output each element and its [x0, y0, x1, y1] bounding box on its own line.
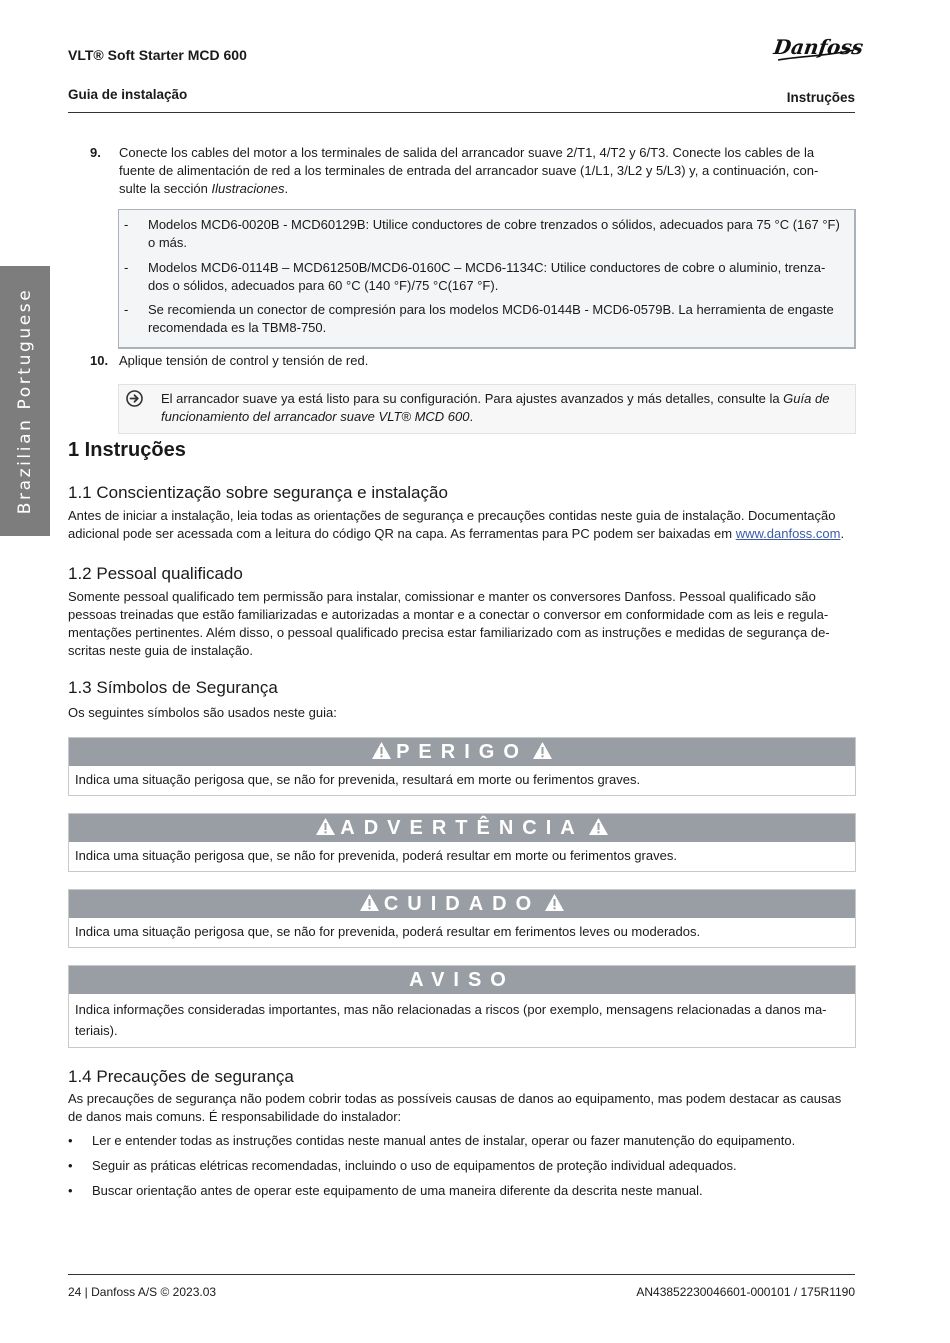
warning-banner: ADVERTÊNCIA — [69, 814, 855, 842]
step-number: 10. — [90, 353, 109, 368]
danger-description: Indica uma situação perigosa que, se não for prevenida, resultará em morte ou ferimentos graves. — [75, 772, 641, 787]
header-section-label: Instruções — [786, 90, 855, 105]
chapter-title: 1 Instruções — [68, 439, 186, 461]
warning-triangle-icon — [359, 893, 380, 912]
section-title-1-2: 1.2 Pessoal qualificado — [68, 564, 243, 583]
section-text-1-1: Antes de iniciar a instalação, leia todas as orientações de segurança e precauções contidas neste guia de instalação. Documentação adicional pode ser acessada com a leitura do código QR na capa. As ferramentas para PC podem ser baixadas em www.danfoss.com. — [68, 508, 845, 541]
caution-symbol-box — [68, 889, 856, 948]
caution-description: Indica uma situação perigosa que, se não for prevenida, poderá resultar em ferimentos leves ou moderados. — [75, 924, 701, 939]
note-item: - Se recomienda un conector de compresión para los modelos MCD6-0144B - MCD6-0579B. La herramienta de engaste recomendada es la TBM8-750. — [124, 302, 834, 335]
note-item: - Modelos MCD6-0114B – MCD61250B/MCD6-0160C – MCD6-1134C: Utilice conductores de cobre o aluminio, trenza-dos o sólidos, adecuados para 60 °C (140 °F)/75 °C(167 °F). — [124, 260, 826, 293]
section-text-1-2: Somente pessoal qualificado tem permissão para instalar, comissionar e manter os conversores Danfoss. Pessoal qualificado são pessoas treinadas que estão familiarizadas e autorizadas a montar e a conectar o conversor em conformidade com as leis e regula-mentações pertinentes. Além disso, o pessoal qualificado precisa estar familiarizado com as instruções e medidas de segurança de-scritas neste guia de instalação. — [68, 589, 830, 658]
caution-banner: CUIDADO — [69, 890, 855, 918]
notice-symbol-box — [68, 965, 856, 1048]
section-title-1-4: 1.4 Precauções de segurança — [68, 1067, 294, 1086]
danfoss-website-link[interactable]: www.danfoss.com — [735, 526, 841, 541]
list-item: • Buscar orientação antes de operar este equipamento de uma maneira diferente da descrita neste manual. — [68, 1183, 703, 1198]
danger-banner: PERIGO — [69, 738, 855, 766]
list-item: • Ler e entender todas as instruções contidas neste manual antes de instalar, operar ou fazer manutenção do equipamento. — [68, 1133, 796, 1148]
notice-banner: AVISO — [69, 966, 855, 994]
footer-page-info: 24 | Danfoss A/S © 2023.03 — [68, 1285, 217, 1299]
warning-triangle-icon — [371, 741, 392, 760]
warning-triangle-icon — [588, 817, 609, 836]
section-text-1-3: Os seguintes símbolos são usados neste guia: — [68, 705, 337, 720]
conductor-note-box — [118, 209, 856, 349]
warning-triangle-icon — [532, 741, 553, 760]
warning-symbol-box — [68, 813, 856, 872]
document-subtitle: Guia de instalação — [68, 87, 188, 102]
result-box — [118, 384, 856, 434]
danfoss-logo — [772, 32, 865, 66]
step-italic-ref: Ilustraciones — [211, 181, 285, 196]
document-title: VLT® Soft Starter MCD 600 — [68, 47, 247, 63]
notice-description: Indica informações consideradas importantes, mas não relacionadas a riscos (por exemplo, mensagens relacionadas a danos ma-teriais). — [75, 1002, 827, 1038]
arrow-right-circle-icon — [126, 390, 143, 407]
footer-document-number: AN43852230046601-000101 / 175R1190 — [636, 1285, 855, 1299]
footer-rule — [68, 1274, 855, 1275]
step-number: 9. — [90, 145, 101, 160]
warning-description: Indica uma situação perigosa que, se não for prevenida, poderá resultar em morte ou ferimentos graves. — [75, 848, 677, 863]
language-side-tab-label: Brazilian Portuguese — [15, 287, 35, 515]
section-title-1-1: 1.1 Conscientização sobre segurança e instalação — [68, 483, 448, 502]
list-item: • Seguir as práticas elétricas recomendadas, incluindo o uso de equipamentos de proteção individual adequados. — [68, 1158, 737, 1173]
svg-text:Danfoss: Danfoss — [772, 35, 865, 59]
step-text: Conecte los cables del motor a los terminales de salida del arrancador suave 2/T1, 4/T2 y 6/T3. Conecte los cables de la fuente de alimentación de red a los terminales de entrada del arrancador suave (1/L1, 3/L2 y 5/L3) y, a continuación, con-sulte la sección Ilustraciones. — [119, 145, 819, 196]
note-item: - Modelos MCD6-0020B - MCD60129B: Utilice conductores de cobre trenzados o sólidos, adecuados para 75 °C (167 °F) o más. — [124, 217, 840, 250]
section-text-1-4: As precauções de segurança não podem cobrir todas as possíveis causas de danos ao equipamento, mas podem destacar as causas de danos mais comuns. É responsabilidade do instalador: — [68, 1091, 842, 1124]
warning-triangle-icon — [544, 893, 565, 912]
danger-symbol-box — [68, 737, 856, 796]
step-9 — [90, 144, 840, 198]
step-10 — [90, 352, 840, 370]
header-rule — [68, 112, 855, 113]
language-side-tab — [0, 266, 50, 536]
step-text: Aplique tensión de control y tensión de red. — [119, 353, 369, 368]
result-text: El arrancador suave ya está listo para su configuración. Para ajustes avanzados y más detalles, consulte la Guía de funcionamiento del arrancador suave VLT® MCD 600. — [161, 391, 830, 424]
section-title-1-3: 1.3 Símbolos de Segurança — [68, 678, 278, 697]
warning-triangle-icon — [315, 817, 336, 836]
